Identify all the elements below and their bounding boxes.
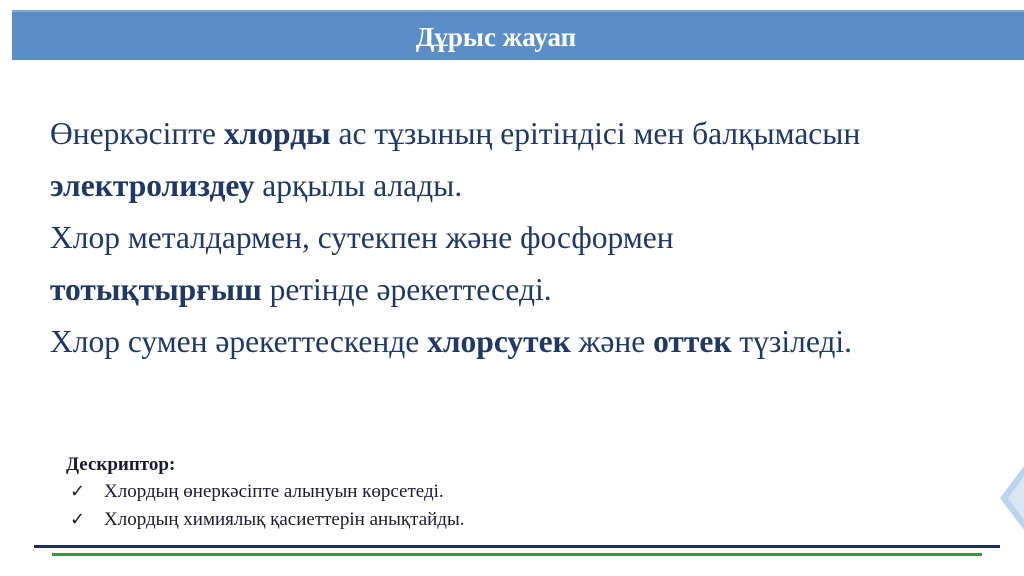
bold-term: тотықтырғыш	[50, 272, 262, 307]
text-line-1	[50, 108, 1020, 160]
text-segment: Өнеркәсіпте	[50, 116, 224, 151]
check-icon: ✓	[70, 481, 86, 502]
bold-term: оттек	[653, 324, 732, 359]
bold-term: электролиздеу	[50, 168, 255, 203]
descriptor-item-text: Хлордың химиялық қасиеттерін анықтайды.	[104, 509, 465, 530]
text-segment: және	[570, 324, 654, 359]
divider-navy	[34, 545, 1000, 548]
nav-arrow-icon[interactable]	[1000, 466, 1024, 530]
slide-title: Дұрыс жауап	[415, 22, 577, 52]
text-segment: арқылы алады.	[254, 168, 463, 203]
text-segment: ретінде әрекеттеседі.	[261, 272, 552, 307]
descriptor-item-text: Хлордың өнеркәсіпте алынуын көрсетеді.	[104, 481, 444, 502]
text-line-2	[50, 160, 1020, 212]
text-segment: ас тұзының ерітіндісі мен балқымасын	[330, 116, 861, 151]
descriptor-item	[66, 506, 866, 534]
text-segment: түзіледі.	[731, 324, 853, 359]
text-segment: Хлор сумен әрекеттескенде	[50, 324, 428, 359]
bold-term: хлорды	[223, 116, 331, 151]
descriptor-title: Дескриптор:	[66, 454, 176, 475]
text-line-3: Хлор металдармен, сутекпен және фосформен	[50, 220, 674, 255]
text-line-5	[50, 316, 1020, 368]
header-bar	[12, 10, 1024, 60]
main-text-block	[50, 108, 1020, 368]
descriptor-block	[66, 452, 866, 534]
bold-term: хлорсутек	[427, 324, 571, 359]
descriptor-item	[66, 478, 866, 506]
divider-green	[52, 553, 982, 556]
text-line-4	[50, 264, 1020, 316]
check-icon: ✓	[70, 509, 86, 530]
